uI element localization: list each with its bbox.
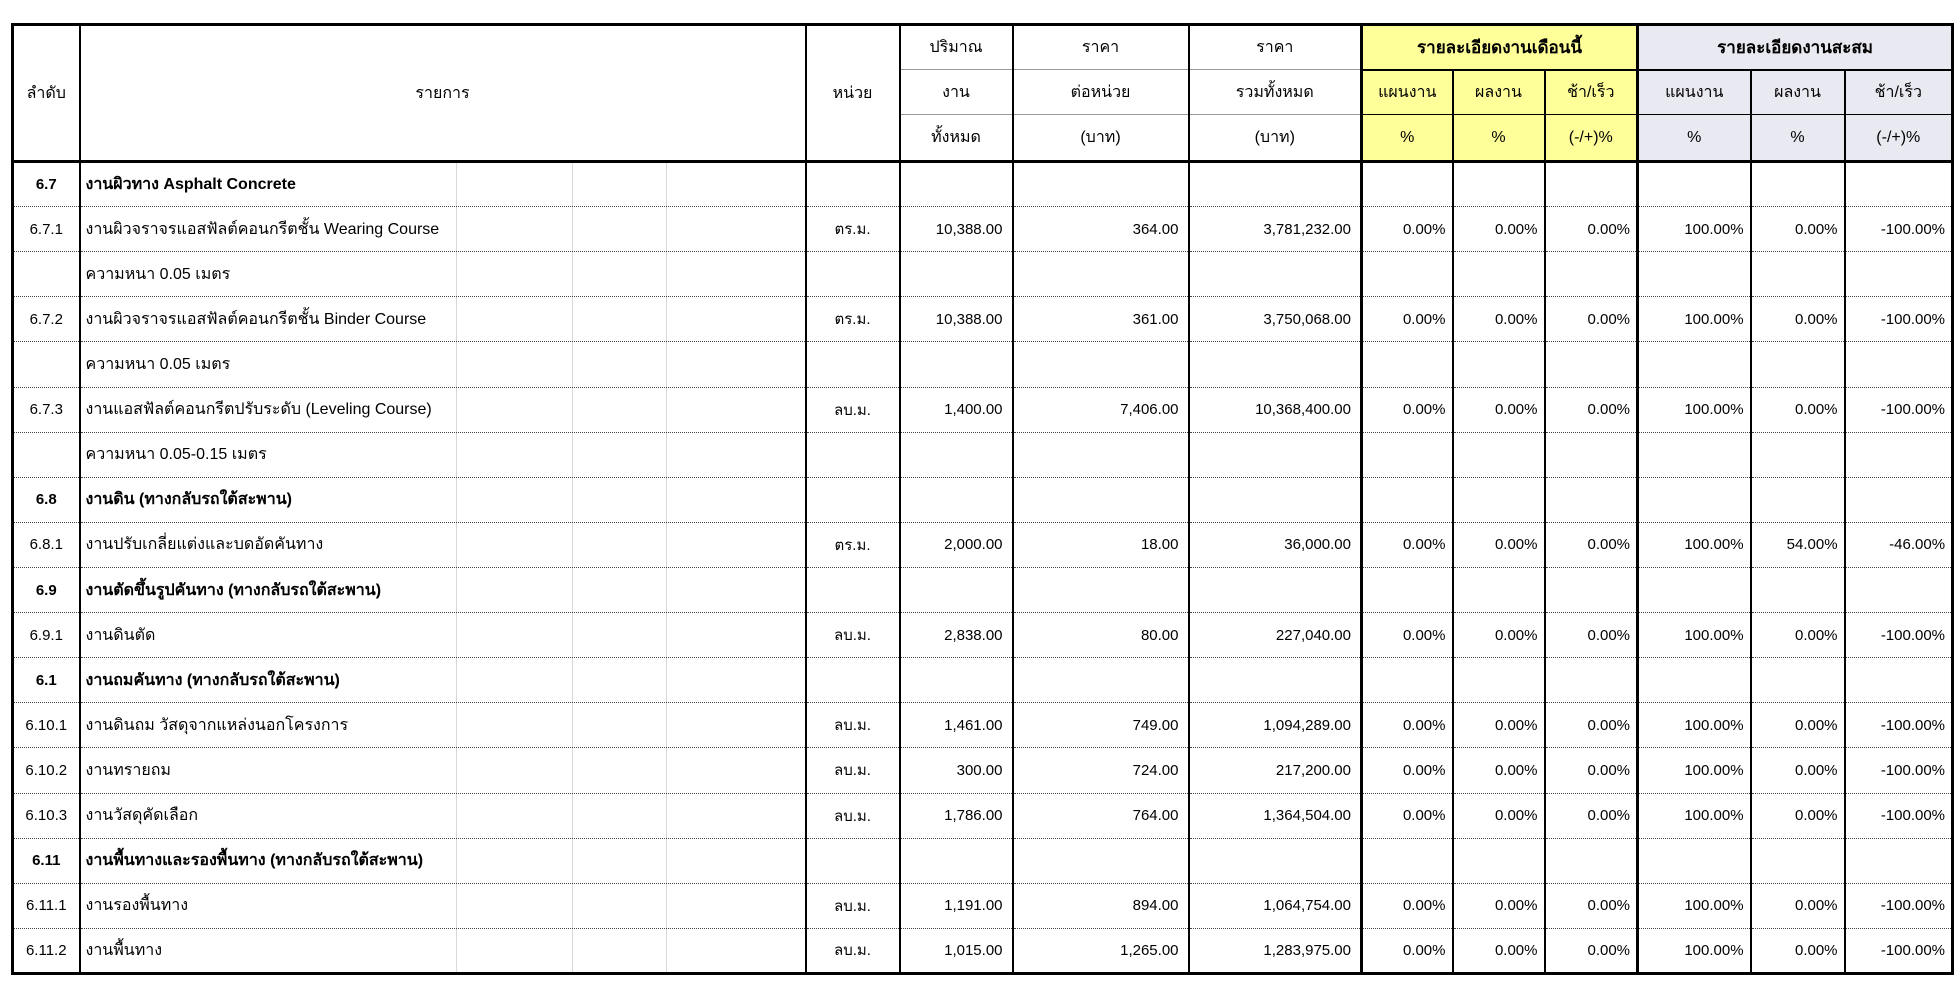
cell-m-plan xyxy=(1362,658,1453,703)
cell-c-actual xyxy=(1751,658,1845,703)
cell-m-diff: 0.00% xyxy=(1545,793,1638,838)
section-row xyxy=(13,567,1953,612)
cell-qty: 300.00 xyxy=(900,748,1013,793)
cell-c-actual xyxy=(1751,162,1845,207)
cell-item: งานถมคันทาง (ทางกลับรถใต้สะพาน) xyxy=(80,658,806,703)
table-body xyxy=(13,162,1953,974)
cell-item: งานพื้นทาง xyxy=(80,928,806,973)
cell-m-diff: 0.00% xyxy=(1545,207,1638,252)
cell-c-plan xyxy=(1638,342,1751,387)
cell-c-diff xyxy=(1845,432,1953,477)
table-row xyxy=(13,522,1953,567)
cell-m-actual: 0.00% xyxy=(1453,613,1545,658)
cell-item: งานรองพื้นทาง xyxy=(80,883,806,928)
cell-unit xyxy=(806,432,900,477)
cell-unit-price: 764.00 xyxy=(1013,793,1189,838)
header-cum-actual-pct: % xyxy=(1751,115,1845,162)
cell-no: 6.7.2 xyxy=(13,297,80,342)
cell-m-plan: 0.00% xyxy=(1362,883,1453,928)
header-cum-diff-pct: (-/+)% xyxy=(1845,115,1953,162)
cell-no: 6.1 xyxy=(13,658,80,703)
header-unit: หน่วย xyxy=(806,25,900,162)
cell-c-actual: 0.00% xyxy=(1751,748,1845,793)
cell-m-actual xyxy=(1453,432,1545,477)
cell-total xyxy=(1189,342,1362,387)
cell-m-plan: 0.00% xyxy=(1362,928,1453,973)
cell-c-plan xyxy=(1638,252,1751,297)
cell-m-diff xyxy=(1545,658,1638,703)
cell-c-actual: 0.00% xyxy=(1751,297,1845,342)
progress-table xyxy=(11,23,1954,975)
cell-c-plan xyxy=(1638,567,1751,612)
cell-item: ความหนา 0.05 เมตร xyxy=(80,252,806,297)
cell-unit: ตร.ม. xyxy=(806,207,900,252)
cell-c-plan xyxy=(1638,658,1751,703)
cell-c-diff: -100.00% xyxy=(1845,748,1953,793)
cell-qty xyxy=(900,252,1013,297)
cell-m-actual: 0.00% xyxy=(1453,883,1545,928)
cell-c-plan xyxy=(1638,432,1751,477)
cell-m-diff xyxy=(1545,567,1638,612)
cell-m-actual: 0.00% xyxy=(1453,793,1545,838)
cell-total: 1,064,754.00 xyxy=(1189,883,1362,928)
cell-unit: ลบ.ม. xyxy=(806,387,900,432)
cell-unit-price: 18.00 xyxy=(1013,522,1189,567)
cell-qty xyxy=(900,838,1013,883)
cell-c-plan: 100.00% xyxy=(1638,207,1751,252)
cell-item: งานพื้นทางและรองพื้นทาง (ทางกลับรถใต้สะพาน) xyxy=(80,838,806,883)
cell-unit: ตร.ม. xyxy=(806,297,900,342)
table-row xyxy=(13,613,1953,658)
cell-c-actual: 0.00% xyxy=(1751,928,1845,973)
cell-m-actual xyxy=(1453,658,1545,703)
cell-unit xyxy=(806,342,900,387)
header-month-diff: ช้า/เร็ว xyxy=(1545,70,1638,115)
cell-m-diff: 0.00% xyxy=(1545,703,1638,748)
cell-total xyxy=(1189,567,1362,612)
header-qty-l3: ทั้งหมด xyxy=(900,115,1013,162)
cell-item: งานดินตัด xyxy=(80,613,806,658)
table-row xyxy=(13,748,1953,793)
cell-c-diff: -100.00% xyxy=(1845,703,1953,748)
cell-m-actual: 0.00% xyxy=(1453,297,1545,342)
table-row xyxy=(13,928,1953,973)
cell-qty xyxy=(900,567,1013,612)
cell-c-actual: 0.00% xyxy=(1751,883,1845,928)
header-month-diff-pct: (-/+)% xyxy=(1545,115,1638,162)
cell-total: 3,750,068.00 xyxy=(1189,297,1362,342)
cell-total: 1,094,289.00 xyxy=(1189,703,1362,748)
table-row xyxy=(13,252,1953,297)
cell-c-plan xyxy=(1638,838,1751,883)
header-cum-diff: ช้า/เร็ว xyxy=(1845,70,1953,115)
cell-qty: 1,015.00 xyxy=(900,928,1013,973)
cell-m-actual: 0.00% xyxy=(1453,387,1545,432)
cell-no: 6.10.1 xyxy=(13,703,80,748)
table-row xyxy=(13,297,1953,342)
cell-unit-price: 1,265.00 xyxy=(1013,928,1189,973)
header-qty-l2: งาน xyxy=(900,70,1013,115)
cell-c-diff xyxy=(1845,477,1953,522)
cell-unit-price: 364.00 xyxy=(1013,207,1189,252)
cell-m-diff xyxy=(1545,838,1638,883)
cell-c-plan: 100.00% xyxy=(1638,297,1751,342)
cell-c-diff: -100.00% xyxy=(1845,928,1953,973)
table-row xyxy=(13,793,1953,838)
cell-m-diff: 0.00% xyxy=(1545,613,1638,658)
cell-total: 3,781,232.00 xyxy=(1189,207,1362,252)
cell-m-plan: 0.00% xyxy=(1362,613,1453,658)
cell-item: งานดินถม วัสดุจากแหล่งนอกโครงการ xyxy=(80,703,806,748)
cell-m-diff: 0.00% xyxy=(1545,928,1638,973)
header-cum-plan-pct: % xyxy=(1638,115,1751,162)
cell-total xyxy=(1189,162,1362,207)
cell-c-plan: 100.00% xyxy=(1638,883,1751,928)
cell-c-actual xyxy=(1751,342,1845,387)
cell-m-plan: 0.00% xyxy=(1362,387,1453,432)
cell-unit xyxy=(806,567,900,612)
cell-total: 10,368,400.00 xyxy=(1189,387,1362,432)
header-total-l2: รวมทั้งหมด xyxy=(1189,70,1362,115)
cell-m-actual xyxy=(1453,477,1545,522)
cell-qty xyxy=(900,477,1013,522)
cell-m-diff xyxy=(1545,162,1638,207)
header-qty-l1: ปริมาณ xyxy=(900,25,1013,70)
cell-item: งานปรับเกลี่ยแต่งและบดอัดคันทาง xyxy=(80,522,806,567)
cell-qty xyxy=(900,342,1013,387)
cell-c-diff xyxy=(1845,252,1953,297)
cell-m-diff: 0.00% xyxy=(1545,883,1638,928)
progress-report-sheet xyxy=(11,23,1951,975)
cell-m-plan: 0.00% xyxy=(1362,207,1453,252)
cell-qty xyxy=(900,658,1013,703)
cell-m-diff xyxy=(1545,252,1638,297)
header-month-group: รายละเอียดงานเดือนนี้ xyxy=(1362,25,1638,70)
cell-total xyxy=(1189,432,1362,477)
cell-item: งานวัสดุคัดเลือก xyxy=(80,793,806,838)
table-header xyxy=(13,25,1953,162)
cell-m-actual: 0.00% xyxy=(1453,928,1545,973)
header-item: รายการ xyxy=(80,25,806,162)
cell-item: งานผิวทาง Asphalt Concrete xyxy=(80,162,806,207)
section-row xyxy=(13,838,1953,883)
cell-m-diff: 0.00% xyxy=(1545,748,1638,793)
cell-unit-price xyxy=(1013,838,1189,883)
header-cum-actual: ผลงาน xyxy=(1751,70,1845,115)
cell-c-actual xyxy=(1751,838,1845,883)
cell-c-diff xyxy=(1845,658,1953,703)
cell-qty: 10,388.00 xyxy=(900,207,1013,252)
cell-m-actual xyxy=(1453,162,1545,207)
header-month-actual: ผลงาน xyxy=(1453,70,1545,115)
cell-no: 6.7 xyxy=(13,162,80,207)
cell-m-actual xyxy=(1453,567,1545,612)
cell-c-actual xyxy=(1751,252,1845,297)
cell-no: 6.8.1 xyxy=(13,522,80,567)
cell-item: งานทรายถม xyxy=(80,748,806,793)
cell-no: 6.10.2 xyxy=(13,748,80,793)
cell-qty: 1,191.00 xyxy=(900,883,1013,928)
cell-total: 217,200.00 xyxy=(1189,748,1362,793)
cell-item: งานตัดขึ้นรูปคันทาง (ทางกลับรถใต้สะพาน) xyxy=(80,567,806,612)
cell-no: 6.11 xyxy=(13,838,80,883)
cell-no xyxy=(13,432,80,477)
cell-qty xyxy=(900,432,1013,477)
cell-qty: 1,461.00 xyxy=(900,703,1013,748)
cell-c-actual xyxy=(1751,432,1845,477)
cell-total xyxy=(1189,477,1362,522)
cell-c-diff: -100.00% xyxy=(1845,883,1953,928)
section-row xyxy=(13,162,1953,207)
cell-unit xyxy=(806,658,900,703)
cell-total: 1,364,504.00 xyxy=(1189,793,1362,838)
cell-c-actual: 54.00% xyxy=(1751,522,1845,567)
cell-c-plan: 100.00% xyxy=(1638,387,1751,432)
cell-no: 6.9.1 xyxy=(13,613,80,658)
cell-c-diff: -100.00% xyxy=(1845,613,1953,658)
header-month-actual-pct: % xyxy=(1453,115,1545,162)
cell-c-diff xyxy=(1845,838,1953,883)
cell-unit: ลบ.ม. xyxy=(806,928,900,973)
cell-m-diff: 0.00% xyxy=(1545,522,1638,567)
cell-m-plan xyxy=(1362,567,1453,612)
cell-c-plan: 100.00% xyxy=(1638,522,1751,567)
cell-c-plan: 100.00% xyxy=(1638,793,1751,838)
cell-m-plan xyxy=(1362,342,1453,387)
cell-c-plan xyxy=(1638,162,1751,207)
cell-total: 36,000.00 xyxy=(1189,522,1362,567)
cell-total: 227,040.00 xyxy=(1189,613,1362,658)
cell-no: 6.8 xyxy=(13,477,80,522)
cell-unit-price xyxy=(1013,342,1189,387)
cell-qty: 2,838.00 xyxy=(900,613,1013,658)
cell-m-actual xyxy=(1453,252,1545,297)
cell-unit xyxy=(806,477,900,522)
cell-c-actual xyxy=(1751,567,1845,612)
cell-m-actual: 0.00% xyxy=(1453,207,1545,252)
cell-c-diff: -46.00% xyxy=(1845,522,1953,567)
cell-total xyxy=(1189,658,1362,703)
table-row xyxy=(13,342,1953,387)
cell-m-actual: 0.00% xyxy=(1453,522,1545,567)
cell-item: งานดิน (ทางกลับรถใต้สะพาน) xyxy=(80,477,806,522)
cell-m-diff xyxy=(1545,432,1638,477)
cell-m-diff: 0.00% xyxy=(1545,387,1638,432)
cell-unit-price xyxy=(1013,432,1189,477)
header-total-l3: (บาท) xyxy=(1189,115,1362,162)
cell-c-diff: -100.00% xyxy=(1845,793,1953,838)
cell-c-diff: -100.00% xyxy=(1845,297,1953,342)
cell-m-actual: 0.00% xyxy=(1453,703,1545,748)
cell-m-plan: 0.00% xyxy=(1362,748,1453,793)
cell-unit-price xyxy=(1013,567,1189,612)
cell-item: งานผิวจราจรแอสฟัลต์คอนกรีตชั้น Wearing Course xyxy=(80,207,806,252)
cell-c-actual xyxy=(1751,477,1845,522)
cell-unit-price xyxy=(1013,162,1189,207)
cell-unit: ตร.ม. xyxy=(806,522,900,567)
cell-m-plan xyxy=(1362,252,1453,297)
cell-m-plan: 0.00% xyxy=(1362,297,1453,342)
cell-total xyxy=(1189,252,1362,297)
section-row xyxy=(13,477,1953,522)
cell-m-plan: 0.00% xyxy=(1362,793,1453,838)
cell-m-diff xyxy=(1545,477,1638,522)
cell-m-plan xyxy=(1362,477,1453,522)
cell-unit xyxy=(806,838,900,883)
header-unit-price-l1: ราคา xyxy=(1013,25,1189,70)
cell-unit: ลบ.ม. xyxy=(806,793,900,838)
cell-c-actual: 0.00% xyxy=(1751,613,1845,658)
cell-total: 1,283,975.00 xyxy=(1189,928,1362,973)
cell-unit-price xyxy=(1013,658,1189,703)
header-cumulative-group: รายละเอียดงานสะสม xyxy=(1638,25,1953,70)
cell-c-actual: 0.00% xyxy=(1751,207,1845,252)
cell-c-diff: -100.00% xyxy=(1845,387,1953,432)
cell-unit-price: 7,406.00 xyxy=(1013,387,1189,432)
cell-c-plan: 100.00% xyxy=(1638,703,1751,748)
cell-item: งานผิวจราจรแอสฟัลต์คอนกรีตชั้น Binder Course xyxy=(80,297,806,342)
cell-m-actual: 0.00% xyxy=(1453,748,1545,793)
cell-c-plan: 100.00% xyxy=(1638,748,1751,793)
cell-no: 6.9 xyxy=(13,567,80,612)
cell-unit: ลบ.ม. xyxy=(806,748,900,793)
cell-item: ความหนา 0.05-0.15 เมตร xyxy=(80,432,806,477)
cell-item: งานแอสฟัลต์คอนกรีตปรับระดับ (Leveling Course) xyxy=(80,387,806,432)
cell-unit-price: 724.00 xyxy=(1013,748,1189,793)
cell-unit: ลบ.ม. xyxy=(806,703,900,748)
cell-unit-price: 894.00 xyxy=(1013,883,1189,928)
cell-qty: 10,388.00 xyxy=(900,297,1013,342)
cell-no xyxy=(13,342,80,387)
section-row xyxy=(13,658,1953,703)
cell-m-actual xyxy=(1453,342,1545,387)
cell-unit: ลบ.ม. xyxy=(806,883,900,928)
cell-c-plan xyxy=(1638,477,1751,522)
cell-c-diff xyxy=(1845,342,1953,387)
cell-no: 6.11.1 xyxy=(13,883,80,928)
cell-m-plan xyxy=(1362,162,1453,207)
header-month-plan: แผนงาน xyxy=(1362,70,1453,115)
cell-m-plan: 0.00% xyxy=(1362,522,1453,567)
cell-unit-price: 361.00 xyxy=(1013,297,1189,342)
cell-c-plan: 100.00% xyxy=(1638,613,1751,658)
cell-total xyxy=(1189,838,1362,883)
cell-no: 6.7.1 xyxy=(13,207,80,252)
table-row xyxy=(13,387,1953,432)
cell-m-diff: 0.00% xyxy=(1545,297,1638,342)
cell-unit-price: 80.00 xyxy=(1013,613,1189,658)
cell-no: 6.7.3 xyxy=(13,387,80,432)
cell-no xyxy=(13,252,80,297)
cell-m-plan xyxy=(1362,432,1453,477)
cell-m-plan: 0.00% xyxy=(1362,703,1453,748)
cell-m-diff xyxy=(1545,342,1638,387)
cell-c-diff xyxy=(1845,567,1953,612)
table-row xyxy=(13,207,1953,252)
cell-item: ความหนา 0.05 เมตร xyxy=(80,342,806,387)
cell-c-actual: 0.00% xyxy=(1751,703,1845,748)
header-month-plan-pct: % xyxy=(1362,115,1453,162)
cell-qty: 2,000.00 xyxy=(900,522,1013,567)
cell-qty: 1,786.00 xyxy=(900,793,1013,838)
cell-c-actual: 0.00% xyxy=(1751,793,1845,838)
cell-c-actual: 0.00% xyxy=(1751,387,1845,432)
cell-unit xyxy=(806,162,900,207)
cell-m-plan xyxy=(1362,838,1453,883)
header-no: ลำดับ xyxy=(13,25,80,162)
cell-c-plan: 100.00% xyxy=(1638,928,1751,973)
header-total-l1: ราคา xyxy=(1189,25,1362,70)
cell-m-actual xyxy=(1453,838,1545,883)
header-cum-plan: แผนงาน xyxy=(1638,70,1751,115)
table-row xyxy=(13,883,1953,928)
cell-c-diff: -100.00% xyxy=(1845,207,1953,252)
table-row xyxy=(13,432,1953,477)
cell-no: 6.10.3 xyxy=(13,793,80,838)
table-row xyxy=(13,703,1953,748)
cell-unit-price xyxy=(1013,477,1189,522)
header-unit-price-l2: ต่อหน่วย xyxy=(1013,70,1189,115)
cell-c-diff xyxy=(1845,162,1953,207)
cell-qty xyxy=(900,162,1013,207)
cell-qty: 1,400.00 xyxy=(900,387,1013,432)
header-unit-price-l3: (บาท) xyxy=(1013,115,1189,162)
cell-unit: ลบ.ม. xyxy=(806,613,900,658)
cell-no: 6.11.2 xyxy=(13,928,80,973)
cell-unit-price xyxy=(1013,252,1189,297)
cell-unit-price: 749.00 xyxy=(1013,703,1189,748)
cell-unit xyxy=(806,252,900,297)
